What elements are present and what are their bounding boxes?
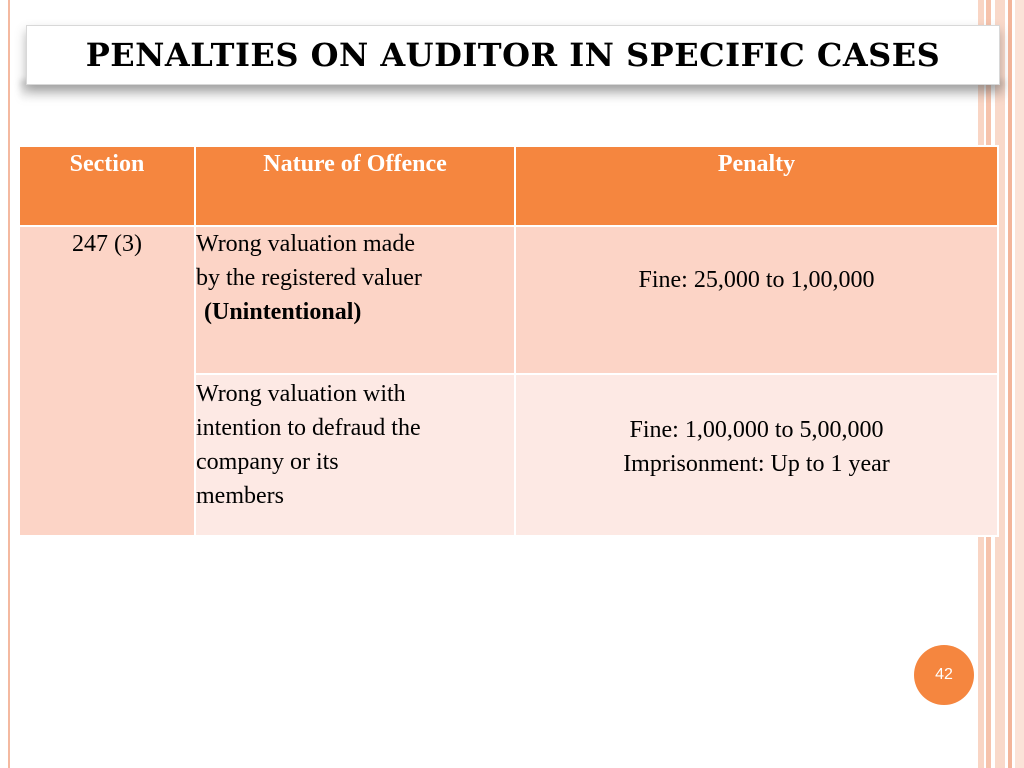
nature-cell <box>195 226 515 374</box>
penalty-line: Fine: 25,000 to 1,00,000 <box>638 267 875 293</box>
header-penalty: Penalty <box>515 146 998 226</box>
title-box <box>26 25 1000 85</box>
penalty-cell <box>515 374 998 536</box>
right-stripe-5 <box>1015 0 1024 768</box>
page-number-badge <box>914 645 974 705</box>
header-section: Section <box>19 146 195 226</box>
penalty-table <box>18 145 999 537</box>
penalty-line: Fine: 1,00,000 to 5,00,000 <box>629 417 884 443</box>
table-header-row <box>19 146 998 226</box>
nature-line: Wrong valuation with <box>196 381 406 407</box>
header-nature-of-offence: Nature of Offence <box>195 146 515 226</box>
section-value: 247 (3) <box>72 231 142 257</box>
slide-title: PENALTIES ON AUDITOR IN SPECIFIC CASES <box>85 36 941 74</box>
nature-note: (Unintentional) <box>204 299 362 325</box>
nature-line: members <box>196 483 284 509</box>
left-accent-line <box>8 0 10 768</box>
penalty-line: Imprisonment: Up to 1 year <box>623 451 890 477</box>
nature-cell <box>195 374 515 536</box>
page-number: 42 <box>935 666 953 683</box>
section-cell <box>19 226 195 536</box>
table-row <box>19 226 998 374</box>
nature-line: by the registered valuer <box>196 265 422 291</box>
nature-line: intention to defraud the <box>196 415 421 441</box>
nature-line: Wrong valuation made <box>196 231 415 257</box>
nature-line: company or its <box>196 449 339 475</box>
right-stripe-4 <box>1008 0 1012 768</box>
penalty-cell <box>515 226 998 374</box>
